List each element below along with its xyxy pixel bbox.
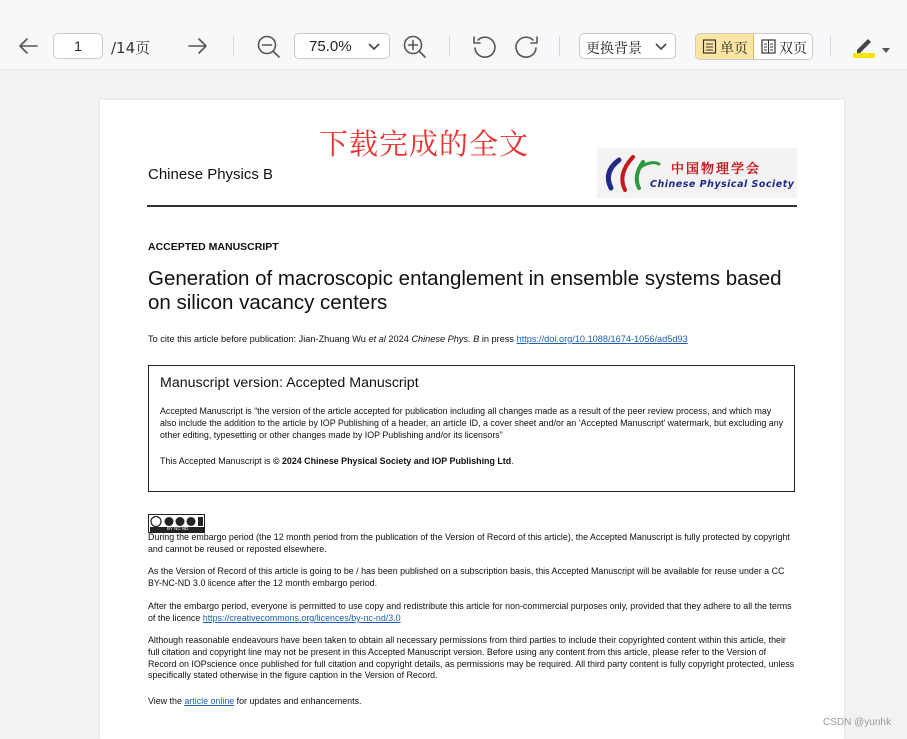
rotate-left-icon[interactable] — [471, 34, 497, 64]
arrow-right-icon[interactable] — [187, 35, 209, 61]
single-page-button[interactable] — [696, 34, 754, 59]
single-page-icon — [702, 39, 717, 54]
header-rule — [147, 205, 797, 207]
cc-label: BY NC ND — [167, 526, 189, 531]
embargo-paragraph: During the embargo period (the 12 month period from the publication of the Version of Record of this article), the Accepted Manuscript is fully protected by copyright and cannot be reused or reposted elsewhere. — [148, 532, 790, 554]
stmt-bold: © 2024 Chinese Physical Society and IOP Publishing Ltd — [272, 456, 512, 466]
manuscript-version-box — [148, 365, 795, 492]
cite-year: 2024 — [385, 334, 412, 344]
highlighter-icon[interactable] — [851, 33, 877, 63]
page-view-toggle — [695, 33, 813, 60]
zoom-out-icon[interactable] — [256, 34, 282, 64]
cite-prefix: To cite this article before publication: Jian-Zhuang Wu — [148, 334, 369, 344]
cite-journal: Chinese Phys. B — [411, 334, 480, 344]
chevron-down-icon — [654, 39, 668, 53]
pdf-toolbar — [0, 0, 907, 70]
toolbar-divider — [559, 36, 560, 56]
zoom-level-select[interactable] — [294, 33, 390, 59]
article-online-link[interactable]: article online — [184, 696, 235, 706]
permissions-paragraph: Although reasonable endeavours have been taken to obtain all necessary permissions from third parties to include their copyrighted content within this article, their full citation and copyright line may not be present in this Accepted Manuscript version. Before using any content from this article, please refer to the Version of Record on IOPscience once published for full citation and copyright details, as permissions may be required. All third party content is fully copyright protected, unless specifically stated otherwise in the figure caption in the Version of Record. — [148, 635, 795, 681]
box-body: Accepted Manuscript is “the version of the article accepted for publication including all changes made as a result of the peer review process, and which may also include the addition to the article by IOP Publishing of a header, an article ID, a cover sheet and/or an ‘Accepted Manuscript’ watermark, but excluding any other editing, typesetting or other changes made by IOP Publishing and/or its licensors” — [160, 406, 784, 440]
article-title: Generation of macroscopic entanglement in ensemble systems based on silicon vacancy centers — [148, 267, 782, 314]
view-online-paragraph — [148, 696, 796, 708]
change-background-label: 更换背景 — [586, 41, 642, 57]
citation-line — [148, 334, 688, 344]
toolbar-divider — [233, 36, 234, 56]
rotate-right-icon[interactable] — [514, 34, 540, 64]
cite-etal: et al — [368, 334, 386, 344]
download-annotation: 下载完成的全文 — [319, 127, 530, 161]
licence-paragraph — [148, 601, 796, 625]
page-number-input[interactable]: 1 — [53, 33, 103, 59]
stmt-prefix: This Accepted Manuscript is — [160, 456, 273, 466]
chevron-down-icon — [367, 39, 381, 53]
view-prefix: View the — [148, 696, 185, 706]
zoom-level-value: 75.0% — [309, 38, 352, 55]
copyright-statement — [160, 456, 514, 466]
version-record-paragraph: As the Version of Record of this article is going to be / has been published on a subscription basis, this Accepted Manuscript will be available for reuse under a CC BY-NC-ND 3.0 licence after the 12 month embargo period. — [148, 566, 785, 588]
double-page-label: 双页 — [779, 41, 807, 57]
csdn-watermark: CSDN @yunhk — [823, 717, 891, 728]
toolbar-divider — [830, 36, 831, 56]
document-page — [100, 100, 844, 739]
stmt-suffix: . — [511, 456, 514, 466]
society-logo — [597, 148, 797, 198]
licence-text: After the embargo period, everyone is permitted to use copy and redistribute this article for non-commercial purposes only, provided that they adhere to all the terms of the licence — [148, 601, 792, 623]
single-page-label: 单页 — [720, 41, 748, 57]
caret-down-icon[interactable] — [881, 40, 891, 59]
doi-link[interactable]: https://doi.org/10.1088/1674-1056/ad5d93 — [516, 334, 688, 344]
cc-license-badge — [148, 514, 205, 533]
manuscript-tag: ACCEPTED MANUSCRIPT — [148, 241, 279, 253]
box-title: Manuscript version: Accepted Manuscript — [160, 375, 419, 391]
cite-press: in press — [479, 334, 517, 344]
arrow-left-icon[interactable] — [17, 35, 39, 61]
view-suffix: for updates and enhancements. — [234, 696, 362, 706]
licence-link[interactable]: https://creativecommons.org/licences/by-nc-nd/3.0 — [202, 612, 401, 623]
toolbar-divider — [449, 36, 450, 56]
double-page-icon — [761, 39, 776, 54]
zoom-in-icon[interactable] — [402, 34, 428, 64]
double-page-button[interactable] — [755, 34, 813, 59]
logo-chinese-name: 中国物理学会 — [671, 162, 762, 177]
logo-english-name: Chinese Physical Society — [650, 179, 795, 190]
journal-name: Chinese Physics B — [148, 166, 274, 183]
page-total-label: /14页 — [111, 39, 151, 57]
change-background-select[interactable] — [579, 33, 676, 59]
